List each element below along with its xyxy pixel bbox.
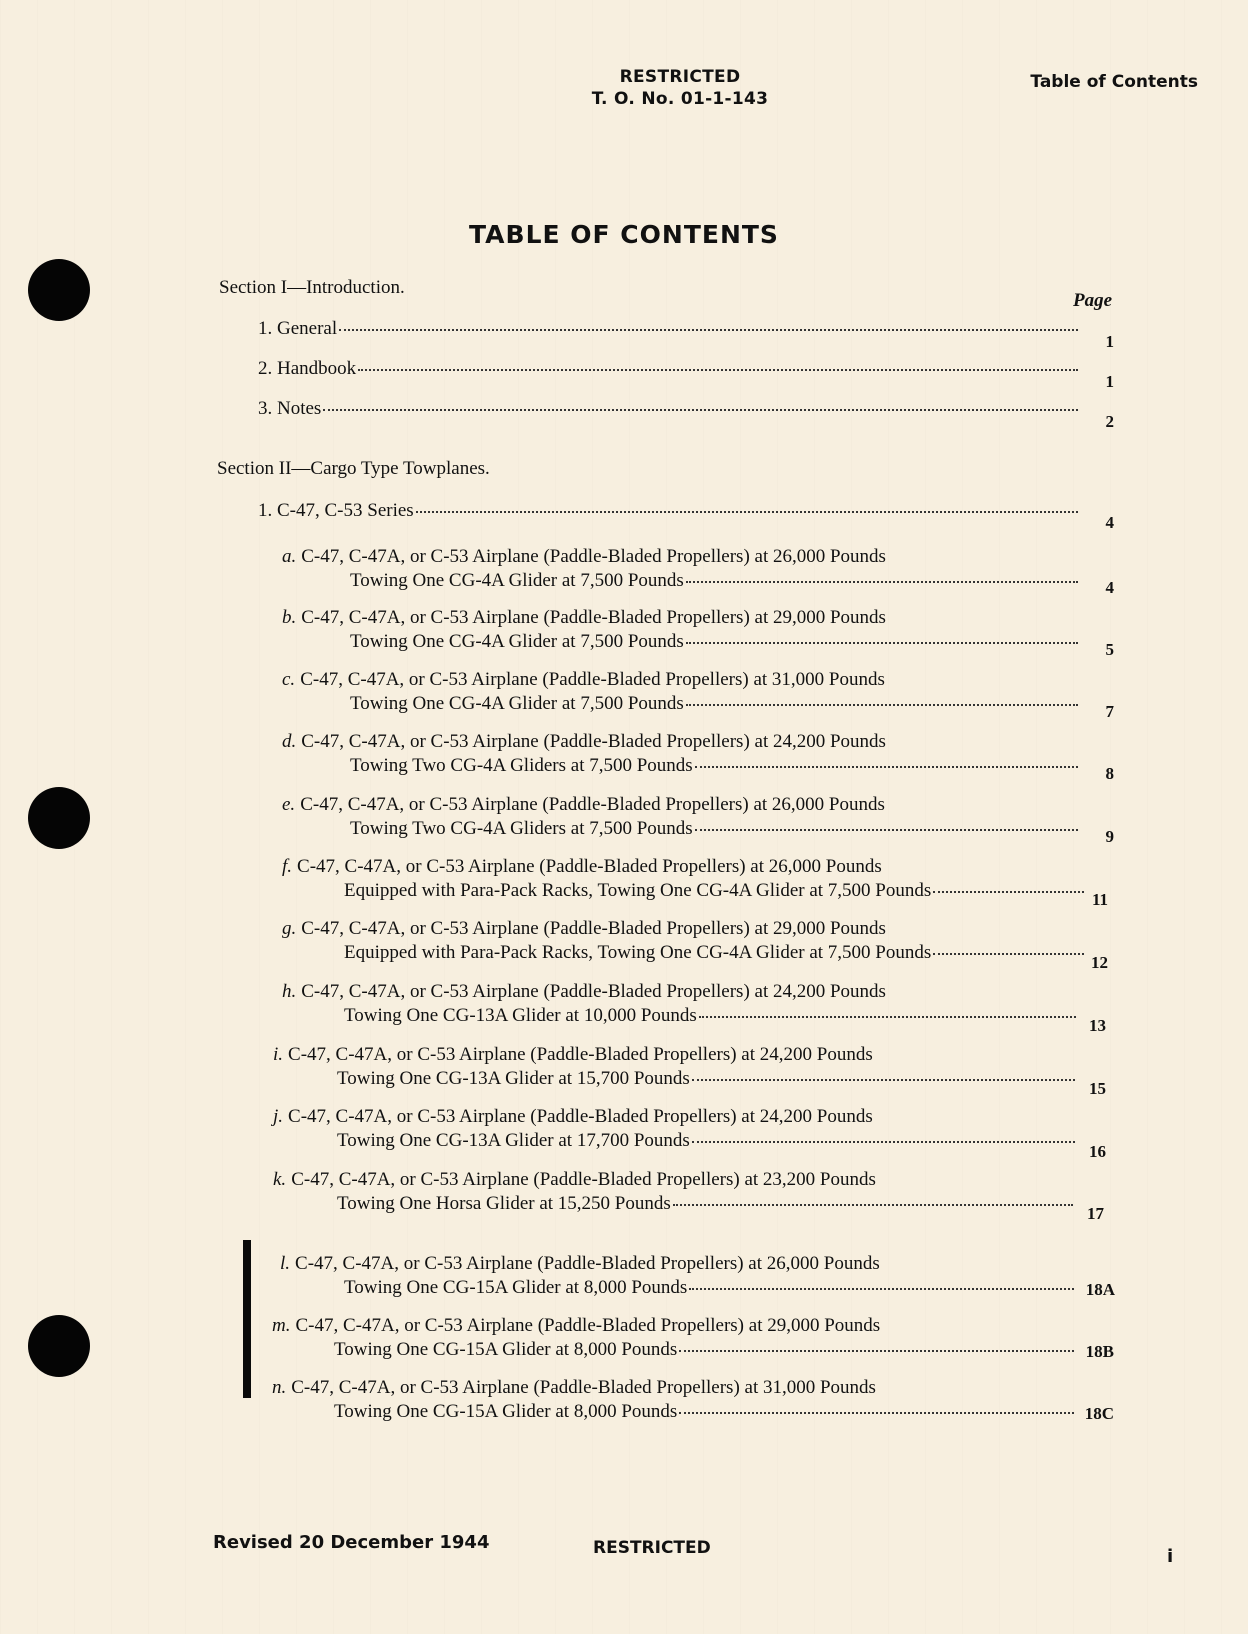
entry-label: 1. General <box>258 318 338 339</box>
leader-dots <box>673 1204 1073 1206</box>
entry-label: 1. C-47, C-53 Series <box>258 500 414 521</box>
toc-subentry-e[interactable] <box>282 793 1084 841</box>
entry-page: 13 <box>1089 1016 1106 1035</box>
toc-subentry-m[interactable] <box>272 1314 1080 1362</box>
toc-entry[interactable] <box>258 357 1084 381</box>
toc-subentry-f[interactable] <box>282 855 1090 903</box>
subentry-line1: C-47, C-47A, or C-53 Airplane (Paddle-Bladed Propellers) at 29,000 Pounds <box>301 607 886 628</box>
entry-page: 1 <box>1105 372 1114 391</box>
subentry-letter: d. <box>282 731 297 752</box>
subentry-line2: Towing One Horsa Glider at 15,250 Pounds <box>337 1193 671 1214</box>
subentry-line2: Towing Two CG-4A Gliders at 7,500 Pounds <box>350 818 693 839</box>
leader-dots <box>695 766 1078 768</box>
subentry-line1: C-47, C-47A, or C-53 Airplane (Paddle-Bladed Propellers) at 23,200 Pounds <box>291 1169 876 1190</box>
subentry-letter: g. <box>282 918 297 939</box>
to-number: T. O. No. 01-1-143 <box>591 89 769 109</box>
subentry-line2: Towing One CG-13A Glider at 10,000 Pounds <box>344 1005 697 1026</box>
toc-subentry-d[interactable] <box>282 730 1084 778</box>
entry-page: 15 <box>1089 1079 1106 1098</box>
page-column-label: Page <box>1073 290 1113 311</box>
running-title: Table of Contents <box>1030 72 1198 92</box>
leader-dots <box>933 953 1084 955</box>
page-number: i <box>1167 1546 1174 1567</box>
toc-subentry-a[interactable] <box>282 545 1084 593</box>
toc-subentry-h[interactable] <box>282 980 1082 1028</box>
section-heading-1: Section I—Introduction. <box>219 277 405 298</box>
entry-page: 18A <box>1085 1280 1115 1299</box>
leader-dots <box>933 891 1084 893</box>
subentry-letter: c. <box>282 669 296 690</box>
toc-subentry-n[interactable] <box>272 1376 1080 1424</box>
leader-dots <box>686 704 1078 706</box>
subentry-letter: e. <box>282 794 296 815</box>
subentry-line1: C-47, C-47A, or C-53 Airplane (Paddle-Bladed Propellers) at 26,000 Pounds <box>295 1253 880 1274</box>
entry-label: 3. Notes <box>258 398 322 419</box>
subentry-letter: f. <box>282 856 293 877</box>
subentry-line1: C-47, C-47A, or C-53 Airplane (Paddle-Bladed Propellers) at 26,000 Pounds <box>301 546 886 567</box>
subentry-letter: a. <box>282 546 297 567</box>
revision-change-bar <box>243 1240 251 1398</box>
entry-page: 4 <box>1105 578 1114 597</box>
binder-hole-top <box>28 259 90 321</box>
subentry-letter: j. <box>273 1106 284 1127</box>
subentry-line2: Towing One CG-4A Glider at 7,500 Pounds <box>350 631 684 652</box>
subentry-line1: C-47, C-47A, or C-53 Airplane (Paddle-Bladed Propellers) at 24,200 Pounds <box>288 1044 873 1065</box>
toc-subentry-c[interactable] <box>282 668 1084 716</box>
leader-dots <box>692 1141 1075 1143</box>
leader-dots <box>358 369 1078 371</box>
revision-date: Revised 20 December 1944 <box>213 1532 490 1553</box>
toc-entry[interactable] <box>258 499 1084 523</box>
toc-entry[interactable] <box>258 317 1084 341</box>
entry-page: 12 <box>1091 953 1108 972</box>
subentry-line1: C-47, C-47A, or C-53 Airplane (Paddle-Bladed Propellers) at 29,000 Pounds <box>301 918 886 939</box>
entry-page: 1 <box>1105 332 1114 351</box>
leader-dots <box>699 1016 1076 1018</box>
subentry-line2: Towing One CG-15A Glider at 8,000 Pounds <box>334 1339 678 1360</box>
subentry-line2: Towing Two CG-4A Gliders at 7,500 Pounds <box>350 755 693 776</box>
subentry-letter: b. <box>282 607 297 628</box>
classification-top: RESTRICTED <box>619 67 741 87</box>
entry-page: 17 <box>1087 1204 1104 1223</box>
subentry-line2: Towing One CG-13A Glider at 17,700 Pounds <box>337 1130 690 1151</box>
toc-entry[interactable] <box>258 397 1084 421</box>
entry-page: 18B <box>1085 1342 1114 1361</box>
subentry-line1: C-47, C-47A, or C-53 Airplane (Paddle-Bladed Propellers) at 24,200 Pounds <box>288 1106 873 1127</box>
entry-page: 4 <box>1105 513 1114 532</box>
entry-page: 18C <box>1084 1404 1114 1423</box>
leader-dots <box>695 829 1078 831</box>
entry-label: 2. Handbook <box>258 358 357 379</box>
leader-dots <box>323 409 1078 411</box>
leader-dots <box>689 1288 1074 1290</box>
leader-dots <box>686 642 1078 644</box>
subentry-line2: Equipped with Para-Pack Racks, Towing One CG-4A Glider at 7,500 Pounds <box>344 880 932 901</box>
subentry-line1: C-47, C-47A, or C-53 Airplane (Paddle-Bladed Propellers) at 31,000 Pounds <box>291 1377 876 1398</box>
entry-page: 7 <box>1105 702 1114 721</box>
leader-dots <box>692 1079 1075 1081</box>
entry-page: 8 <box>1105 764 1114 783</box>
subentry-letter: h. <box>282 981 297 1002</box>
subentry-letter: n. <box>272 1377 287 1398</box>
leader-dots <box>679 1412 1074 1414</box>
subentry-line2: Equipped with Para-Pack Racks, Towing One CG-4A Glider at 7,500 Pounds <box>344 942 932 963</box>
subentry-line1: C-47, C-47A, or C-53 Airplane (Paddle-Bladed Propellers) at 26,000 Pounds <box>297 856 882 877</box>
leader-dots <box>686 581 1078 583</box>
subentry-line1: C-47, C-47A, or C-53 Airplane (Paddle-Bladed Propellers) at 24,200 Pounds <box>301 981 886 1002</box>
entry-page: 5 <box>1105 640 1114 659</box>
toc-subentry-j[interactable] <box>273 1105 1081 1153</box>
page-header-center <box>560 66 800 110</box>
subentry-letter: m. <box>272 1315 291 1336</box>
toc-subentry-g[interactable] <box>282 917 1090 965</box>
subentry-letter: l. <box>280 1253 291 1274</box>
toc-subentry-l[interactable] <box>280 1252 1080 1300</box>
subentry-line2: Towing One CG-15A Glider at 8,000 Pounds <box>334 1401 678 1422</box>
leader-dots <box>679 1350 1074 1352</box>
subentry-line2: Towing One CG-4A Glider at 7,500 Pounds <box>350 693 684 714</box>
subentry-line1: C-47, C-47A, or C-53 Airplane (Paddle-Bladed Propellers) at 29,000 Pounds <box>295 1315 881 1336</box>
binder-hole-bottom <box>28 1315 90 1377</box>
leader-dots <box>416 511 1078 513</box>
classification-bottom: RESTRICTED <box>593 1538 711 1558</box>
subentry-letter: k. <box>273 1169 287 1190</box>
toc-subentry-b[interactable] <box>282 606 1084 654</box>
section-heading-2: Section II—Cargo Type Towplanes. <box>217 458 490 479</box>
entry-page: 11 <box>1091 890 1108 909</box>
toc-subentry-i[interactable] <box>273 1043 1081 1091</box>
subentry-line1: C-47, C-47A, or C-53 Airplane (Paddle-Bladed Propellers) at 26,000 Pounds <box>300 794 885 815</box>
entry-page: 2 <box>1105 412 1114 431</box>
subentry-line2: Towing One CG-4A Glider at 7,500 Pounds <box>350 570 684 591</box>
leader-dots <box>339 329 1078 331</box>
subentry-line1: C-47, C-47A, or C-53 Airplane (Paddle-Bladed Propellers) at 31,000 Pounds <box>300 669 885 690</box>
toc-subentry-k[interactable] <box>273 1168 1079 1216</box>
subentry-letter: i. <box>273 1044 284 1065</box>
entry-page: 9 <box>1105 827 1114 846</box>
subentry-line2: Towing One CG-13A Glider at 15,700 Pounds <box>337 1068 690 1089</box>
entry-page: 16 <box>1089 1142 1106 1161</box>
binder-hole-middle <box>28 787 90 849</box>
subentry-line2: Towing One CG-15A Glider at 8,000 Pounds <box>344 1277 688 1298</box>
subentry-line1: C-47, C-47A, or C-53 Airplane (Paddle-Bladed Propellers) at 24,200 Pounds <box>301 731 886 752</box>
page-title: TABLE OF CONTENTS <box>469 220 779 249</box>
